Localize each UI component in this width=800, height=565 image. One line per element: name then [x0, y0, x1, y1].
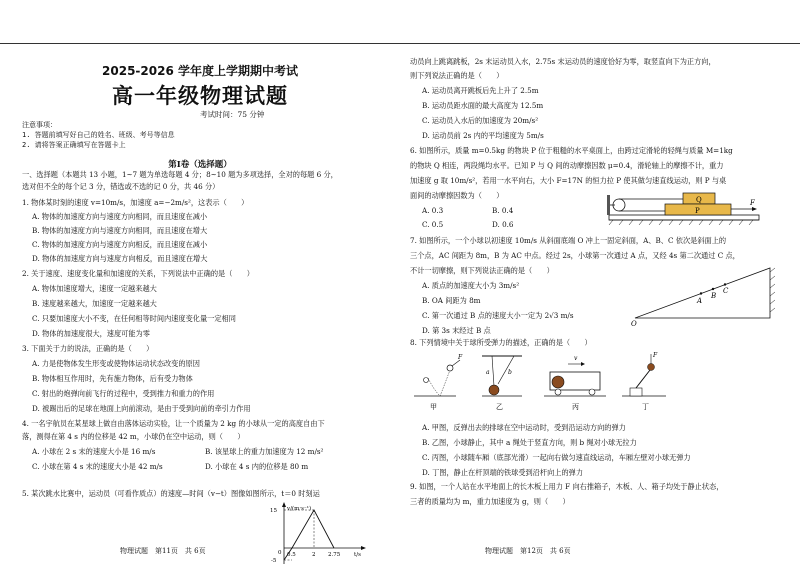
- right-page: [400, 0, 800, 565]
- label-c: C: [723, 287, 729, 295]
- q7-option-b: B. OA 间距为 8m: [422, 296, 481, 305]
- point-a: [700, 292, 702, 294]
- q5-cont-1: 动员向上跳离跳板，2s 末运动员入水，2.75s 末运动员的速度恰好为零，取竖直向下为正方向，: [410, 57, 716, 66]
- x-tick-2: 2: [312, 552, 316, 558]
- q5-vt-graph: [262, 500, 372, 565]
- fig-jia-f: F: [458, 354, 463, 361]
- label-o: O: [631, 320, 637, 328]
- q3-stem: 3. 下面关于力的说法，正确的是（ ）: [22, 344, 154, 353]
- q8-option-b: B. 乙图，小球静止，其中 a 绳处于竖直方向，则 b 绳对小球无拉力: [422, 438, 637, 447]
- q1-option-c: C. 物体的加速度方向与速度方向相反，而且速度在减小: [32, 240, 208, 249]
- q2-option-c: C. 只要加速度大小不变，在任何相等时间内速度变化量一定相同: [32, 314, 236, 323]
- q6-stem-1: 6. 如图所示，质量 m=0.5kg 的物块 P 位于粗糙的水平桌面上，由跨过定滑轮的轻绳与质量 M=1kg: [410, 146, 733, 155]
- figure-jia: [414, 354, 463, 411]
- x-tick-2.75: 2.75: [328, 552, 341, 558]
- q9-stem-2: 三者的质量均为 m，重力加速度为 g，则（ ）: [410, 497, 570, 506]
- q5-option-b: B. 运动员距水面的最大高度为 12.5m: [422, 101, 544, 110]
- q5-option-a: A. 运动员离开跳板后先上升了 2.5m: [422, 86, 539, 95]
- q1-option-d: D. 物体的加速度方向与速度方向相反，而且速度在增大: [32, 254, 208, 263]
- q8-option-a: A. 甲图，反弹出去的排球在空中运动时，受到沿运动方向的弹力: [422, 423, 626, 432]
- q6-stem-4: 面间的动摩擦因数为（ ）: [410, 191, 504, 200]
- q3-option-a: A. 力是使物体发生形变或使物体运动状态改变的原因: [32, 359, 200, 368]
- q5-option-d: D. 运动员前 2s 内的平均速度为 5m/s: [422, 131, 544, 140]
- q6-option-c: C. 0.5: [422, 220, 444, 229]
- q7-figure: [625, 258, 785, 328]
- section-title: 第Ⅰ卷（选择题）: [168, 160, 232, 170]
- x-tick-0.5: 0.5: [287, 552, 296, 558]
- q2-option-b: B. 速度越来越大，加速度一定越来越大: [32, 299, 157, 308]
- q4-option-b: B. 该星球上的重力加速度为 12 m/s²: [205, 447, 324, 456]
- y-tick-neg5: -5: [271, 558, 277, 564]
- figure-yi: [482, 356, 522, 411]
- q3-option-b: B. 物体相互作用时，先有施力物体，后有受力物体: [32, 374, 193, 383]
- q1-stem: 1. 物体某时刻的速度 v=10m/s，加速度 a=−2m/s²，这表示（ ）: [22, 198, 249, 207]
- q2-option-d: D. 物体的加速度很大，速度可能为零: [32, 329, 150, 338]
- q4-stem-1: 4. 一名宇航员在某星球上做自由落体运动实验，让一个质量为 2 kg 的小球从一定的高度自由下: [22, 419, 325, 428]
- q6-stem-3: 加速度 g 取 10m/s²，若用一水平向右，大小 F=17N 的恒力拉 P 使其做匀速直线运动，则 P 与桌: [410, 176, 727, 185]
- q6-figure: [605, 185, 770, 230]
- q7-option-a: A. 质点的加速度大小为 3m/s²: [422, 281, 520, 290]
- fig-yi-a: a: [486, 369, 490, 376]
- q7-option-d: D. 第 3s 末经过 B 点: [422, 326, 491, 335]
- q7-stem-2: 三个点，AC 间距为 8m，B 为 AC 中点。经过 2s，小球第一次通过 A 点，又经 4s 第二次通过 C 点，: [410, 251, 740, 260]
- label-b: B: [711, 292, 717, 300]
- figure-ding: [622, 352, 666, 411]
- incline: [635, 268, 770, 318]
- q1-option-b: B. 物体的加速度方向与速度方向相同，而且速度在增大: [32, 226, 208, 235]
- fig-label-yi: 乙: [496, 403, 503, 411]
- q3-option-d: D. 被踢出后的足球在地面上向前滚动，是由于受到向前的牵引力作用: [32, 404, 251, 413]
- q1-option-a: A. 物体的加速度方向与速度方向相同，而且速度在减小: [32, 212, 208, 221]
- q8-option-d: D. 丁图，静止在杆顶端的铁球受到沿杆向上的弹力: [422, 468, 584, 477]
- q6-option-a: A. 0.3: [422, 206, 444, 215]
- q3-option-c: C. 射出的炮弹向前飞行的过程中，受到推力和重力的作用: [32, 389, 215, 398]
- q9-stem-1: 9. 如图，一个人站在水平地面上的长木板上用力 F 向右推箱子，木板、人、箱子均处于静止状态，: [410, 482, 724, 491]
- right-footer: 物理试题 第12页 共 6页: [485, 547, 571, 555]
- y-tick-15: 15: [270, 508, 277, 514]
- q5-option-c: C. 运动员入水后的加速度为 20m/s²: [422, 116, 539, 125]
- section-intro-1: 一、选择题（本题共 13 小题，1~7 题为单选每题 4 分；8~10 题为多项选择，全对的每题 6 分，: [22, 170, 338, 179]
- q4-stem-2: 落，测得在第 4 s 内的位移是 42 m，小球仍在空中运动，则（ ）: [22, 432, 245, 441]
- section-intro-2: 选对但不全的每个记 3 分，错选或不选的记 0 分，共 46 分）: [22, 182, 220, 191]
- graph-ylabel: v/(m·s⁻¹): [287, 506, 312, 512]
- q8-figures: [410, 350, 670, 412]
- q6-option-b: B. 0.4: [492, 206, 514, 215]
- graph-origin: 0: [278, 550, 282, 556]
- q4-option-a: A. 小球在 2 s 末的速度大小是 16 m/s: [32, 447, 156, 456]
- q5-stem: 5. 某次跳水比赛中，运动员（可看作质点）的速度—时间（v−t）图像如图所示，t＝0 时刻运: [22, 489, 320, 498]
- q2-option-a: A. 物体加速度增大，速度一定越来越大: [32, 284, 157, 293]
- q8-option-c: C. 丙图，小球随车厢（底部光滑）一起向右做匀速直线运动，车厢左壁对小球无弹力: [422, 453, 691, 462]
- subject-title: 高一年级物理试题: [112, 84, 288, 108]
- fig-label-bing: 丙: [572, 403, 579, 411]
- note-1: 1. 答题前填写好自己的姓名、班级、考号等信息: [22, 131, 175, 139]
- q8-stem: 8. 下列情境中关于球所受弹力的描述，正确的是（ ）: [410, 338, 592, 347]
- q2-stem: 2. 关于速度、速度变化量和加速度的关系，下列说法中正确的是（ ）: [22, 269, 254, 278]
- point-b: [712, 288, 714, 290]
- fig-bing-v: v: [574, 355, 578, 362]
- q4-option-c: C. 小球在第 4 s 末的速度大小是 42 m/s: [32, 462, 163, 471]
- q5-cont-2: 则下列说法正确的是（ ）: [410, 71, 504, 80]
- q7-option-c: C. 第一次通过 B 点的速度大小一定为 2√3 m/s: [422, 311, 574, 320]
- q6-stem-2: 的物块 Q 相连，两段绳均水平。已知 P 与 Q 间的动摩擦因数 μ=0.4，滑轮轴上的摩擦不计，重力: [410, 161, 724, 170]
- label-p: P: [695, 207, 700, 215]
- fig-label-jia: 甲: [430, 403, 437, 411]
- q7-stem-1: 7. 如图所示，一个小球以初速度 10m/s 从斜面底端 O 冲上一固定斜面，A、B、C 依次是斜面上的: [410, 236, 727, 245]
- graph-xlabel: t/s: [354, 552, 361, 558]
- notes-heading: 注意事项：: [22, 121, 57, 129]
- exam-time: 考试时间：75 分钟: [200, 110, 265, 119]
- label-a: A: [697, 297, 703, 305]
- label-f: F: [750, 199, 755, 207]
- q7-stem-3: 不计一切摩擦，则下列说法正确的是（ ）: [410, 266, 554, 275]
- exam-title: 2025-2026 学年度上学期期中考试: [102, 64, 298, 78]
- point-c: [724, 283, 726, 285]
- note-2: 2. 请将答案正确填写在答题卡上: [22, 141, 126, 149]
- figure-bing: [544, 355, 606, 411]
- q4-option-d: D. 小球在 4 s 内的位移是 80 m: [205, 462, 309, 471]
- label-q: Q: [696, 196, 702, 204]
- q6-option-d: D. 0.6: [492, 220, 514, 229]
- fig-yi-b: b: [508, 369, 512, 376]
- fig-label-ding: 丁: [642, 403, 649, 411]
- left-footer: 物理试题 第11页 共 6页: [120, 547, 206, 555]
- fig-ding-fn: F: [653, 352, 658, 359]
